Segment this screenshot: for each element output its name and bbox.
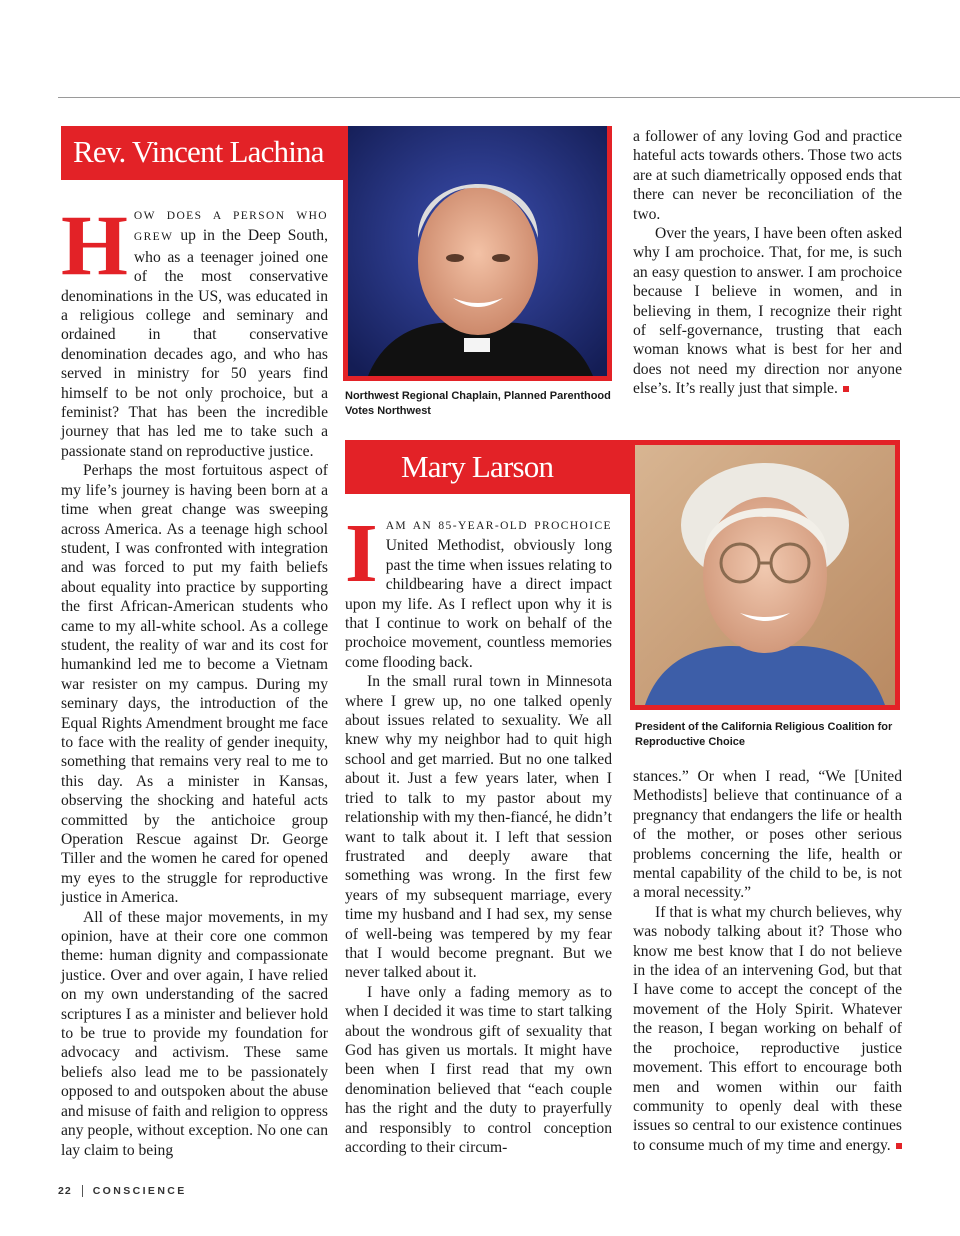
article2-paragraph-4: stances.” Or when I read, “We [United Methodists] believe that continuance of a pregnancy that endangers the life or health of the mother, or poses other serious problems concerning the life, health or mental capability of the child to be, is not a moral necessity.” — [633, 768, 902, 902]
article2-column3 — [633, 767, 902, 1155]
dropcap-h: H — [61, 197, 128, 293]
page-footer — [58, 1183, 187, 1199]
article2-paragraph-5: If that is what my church believes, why was nobody talking about it? Those who know me best know that I do not believe in the idea of an intervening God, but that I have come to accept the concept of the movement of the Holy Spirit. Whatever the reason, I began working on behalf of the prochoice, reproductive justice movement. This effort to encourage both men and women within our faith community to openly deal with these issues so central to our existence continues to consume much of my time and energy. — [633, 903, 902, 1154]
article1-paragraph-1: up in the Deep South, who as a teenager joined one of the most conservative denominations in the US, was educated in a religious college and seminary and ordained in that conservative denomination decades ago, and who has served in ministry for 50 years find himself to be not only prochoice, but a feminist? That has been the incredible journey that has led me to take such a passionate stand on reproductive justice. — [61, 227, 328, 460]
name-banner-lachina — [61, 126, 343, 180]
article1-column3 — [633, 127, 902, 399]
portrait-lachina-image — [348, 126, 607, 376]
portrait-photo-lachina — [348, 126, 607, 376]
name-banner-larson — [345, 440, 630, 494]
top-rule — [58, 97, 960, 98]
page-number: 22 — [58, 1185, 83, 1197]
article1-paragraph-2: Perhaps the most fortuitous aspect of my life’s journey is having been born at a time when great change was sweeping across America. As a teenage high school student, I was confronted with integration and was forced to put my faith beliefs about equality into practice by supporting the first African-American students who came to my all-white school. As a college student, the reality of war and its cost for humankind led me to become a Vietnam war resister on my campus. During my seminary days, the introduction of the Equal Rights Amendment brought me face to face with the reality of gender inequity, something that remains very real to me to this day. As a minister in Kansas, observing the shocking and hateful acts committed by the antichoice group Operation Rescue against Dr. George Tiller and the women he cared for opened my eyes to the struggle for reproductive justice in America. — [61, 462, 328, 907]
author-name-larson: Mary Larson — [401, 449, 554, 484]
lead-smallcaps-2: AM AN 85-YEAR-OLD PROCHOICE — [385, 520, 612, 532]
portrait-larson-image — [635, 445, 895, 705]
portrait-photo-larson — [635, 445, 895, 705]
lead-smallcaps-1: OW DOES A PERSON WHO GREW — [133, 210, 328, 244]
article1-column1 — [61, 197, 328, 1160]
dropcap-i: I — [345, 507, 378, 600]
article2-paragraph-2: In the small rural town in Minnesota where I grew up, no one talked openly about issues related to sexuality. We all knew why my neighbor had to quit high school and get married. But no one talked about it. Just a few years later, when I tried to talk to my pastor about my relationship with my then-fiancé, he didn’t want to talk about it. I left that session frustrated and deeply aware that something was wrong. In the first few years of my subsequent marriage, every time my husband and I had sex, my sense of well-being was tempered by my fear that I would become pregnant. But we never talked about it. — [345, 673, 612, 982]
end-mark — [896, 1143, 902, 1149]
article2-paragraph-1: United Methodist, obviously long past the time when issues relating to childbearing have a direct impact upon my life. As I reflect upon why it is that I continue to work on behalf of the prochoice movement, countless memories come flooding back. — [345, 537, 612, 671]
article1-paragraph-4: a follower of any loving God and practice hateful acts towards others. Those two acts are at such diametrically opposed ends that there can never be reconciliation of the two. — [633, 128, 902, 223]
magazine-name: CONSCIENCE — [92, 1185, 187, 1197]
article2-paragraph-3: I have only a fading memory as to when I decided it was time to start talking about the wondrous gift of sexuality that God has given us mortals. It might have been when I first read that my own denomination believed that “each couple has the right and the duty to prayerfully and responsibly to control conception according to their circum- — [345, 983, 612, 1156]
photo-caption-larson: President of the California Religious Coalition for Reproductive Choice — [635, 721, 893, 748]
article2-column2 — [345, 507, 612, 1157]
author-name-lachina: Rev. Vincent Lachina — [73, 134, 324, 169]
article1-paragraph-3: All of these major movements, in my opinion, have at their core one common theme: human dignity and compassionate justice. Over and over again, I have relied on my own understanding of the sacred scriptures I as a minister and believer hold to be true to provide my foundation for advocacy and activism. These same beliefs also lead me to be passionately opposed to and outspoken about the abuse and misuse of faith and religion to oppress any people, without exception. No one can lay claim to being — [61, 908, 328, 1159]
end-mark — [843, 386, 849, 392]
article1-paragraph-5: Over the years, I have been often asked why I am prochoice. That, for me, is such an easy question to answer. I am prochoice because I believe in women, and in believing in them, I recognize their right of self-governance, trusting that each woman knows what is best for her and does not need my direction nor anyone else’s. It’s really just that simple. — [633, 225, 902, 398]
photo-caption-lachina: Northwest Regional Chaplain, Planned Parenthood Votes Northwest — [345, 390, 611, 417]
